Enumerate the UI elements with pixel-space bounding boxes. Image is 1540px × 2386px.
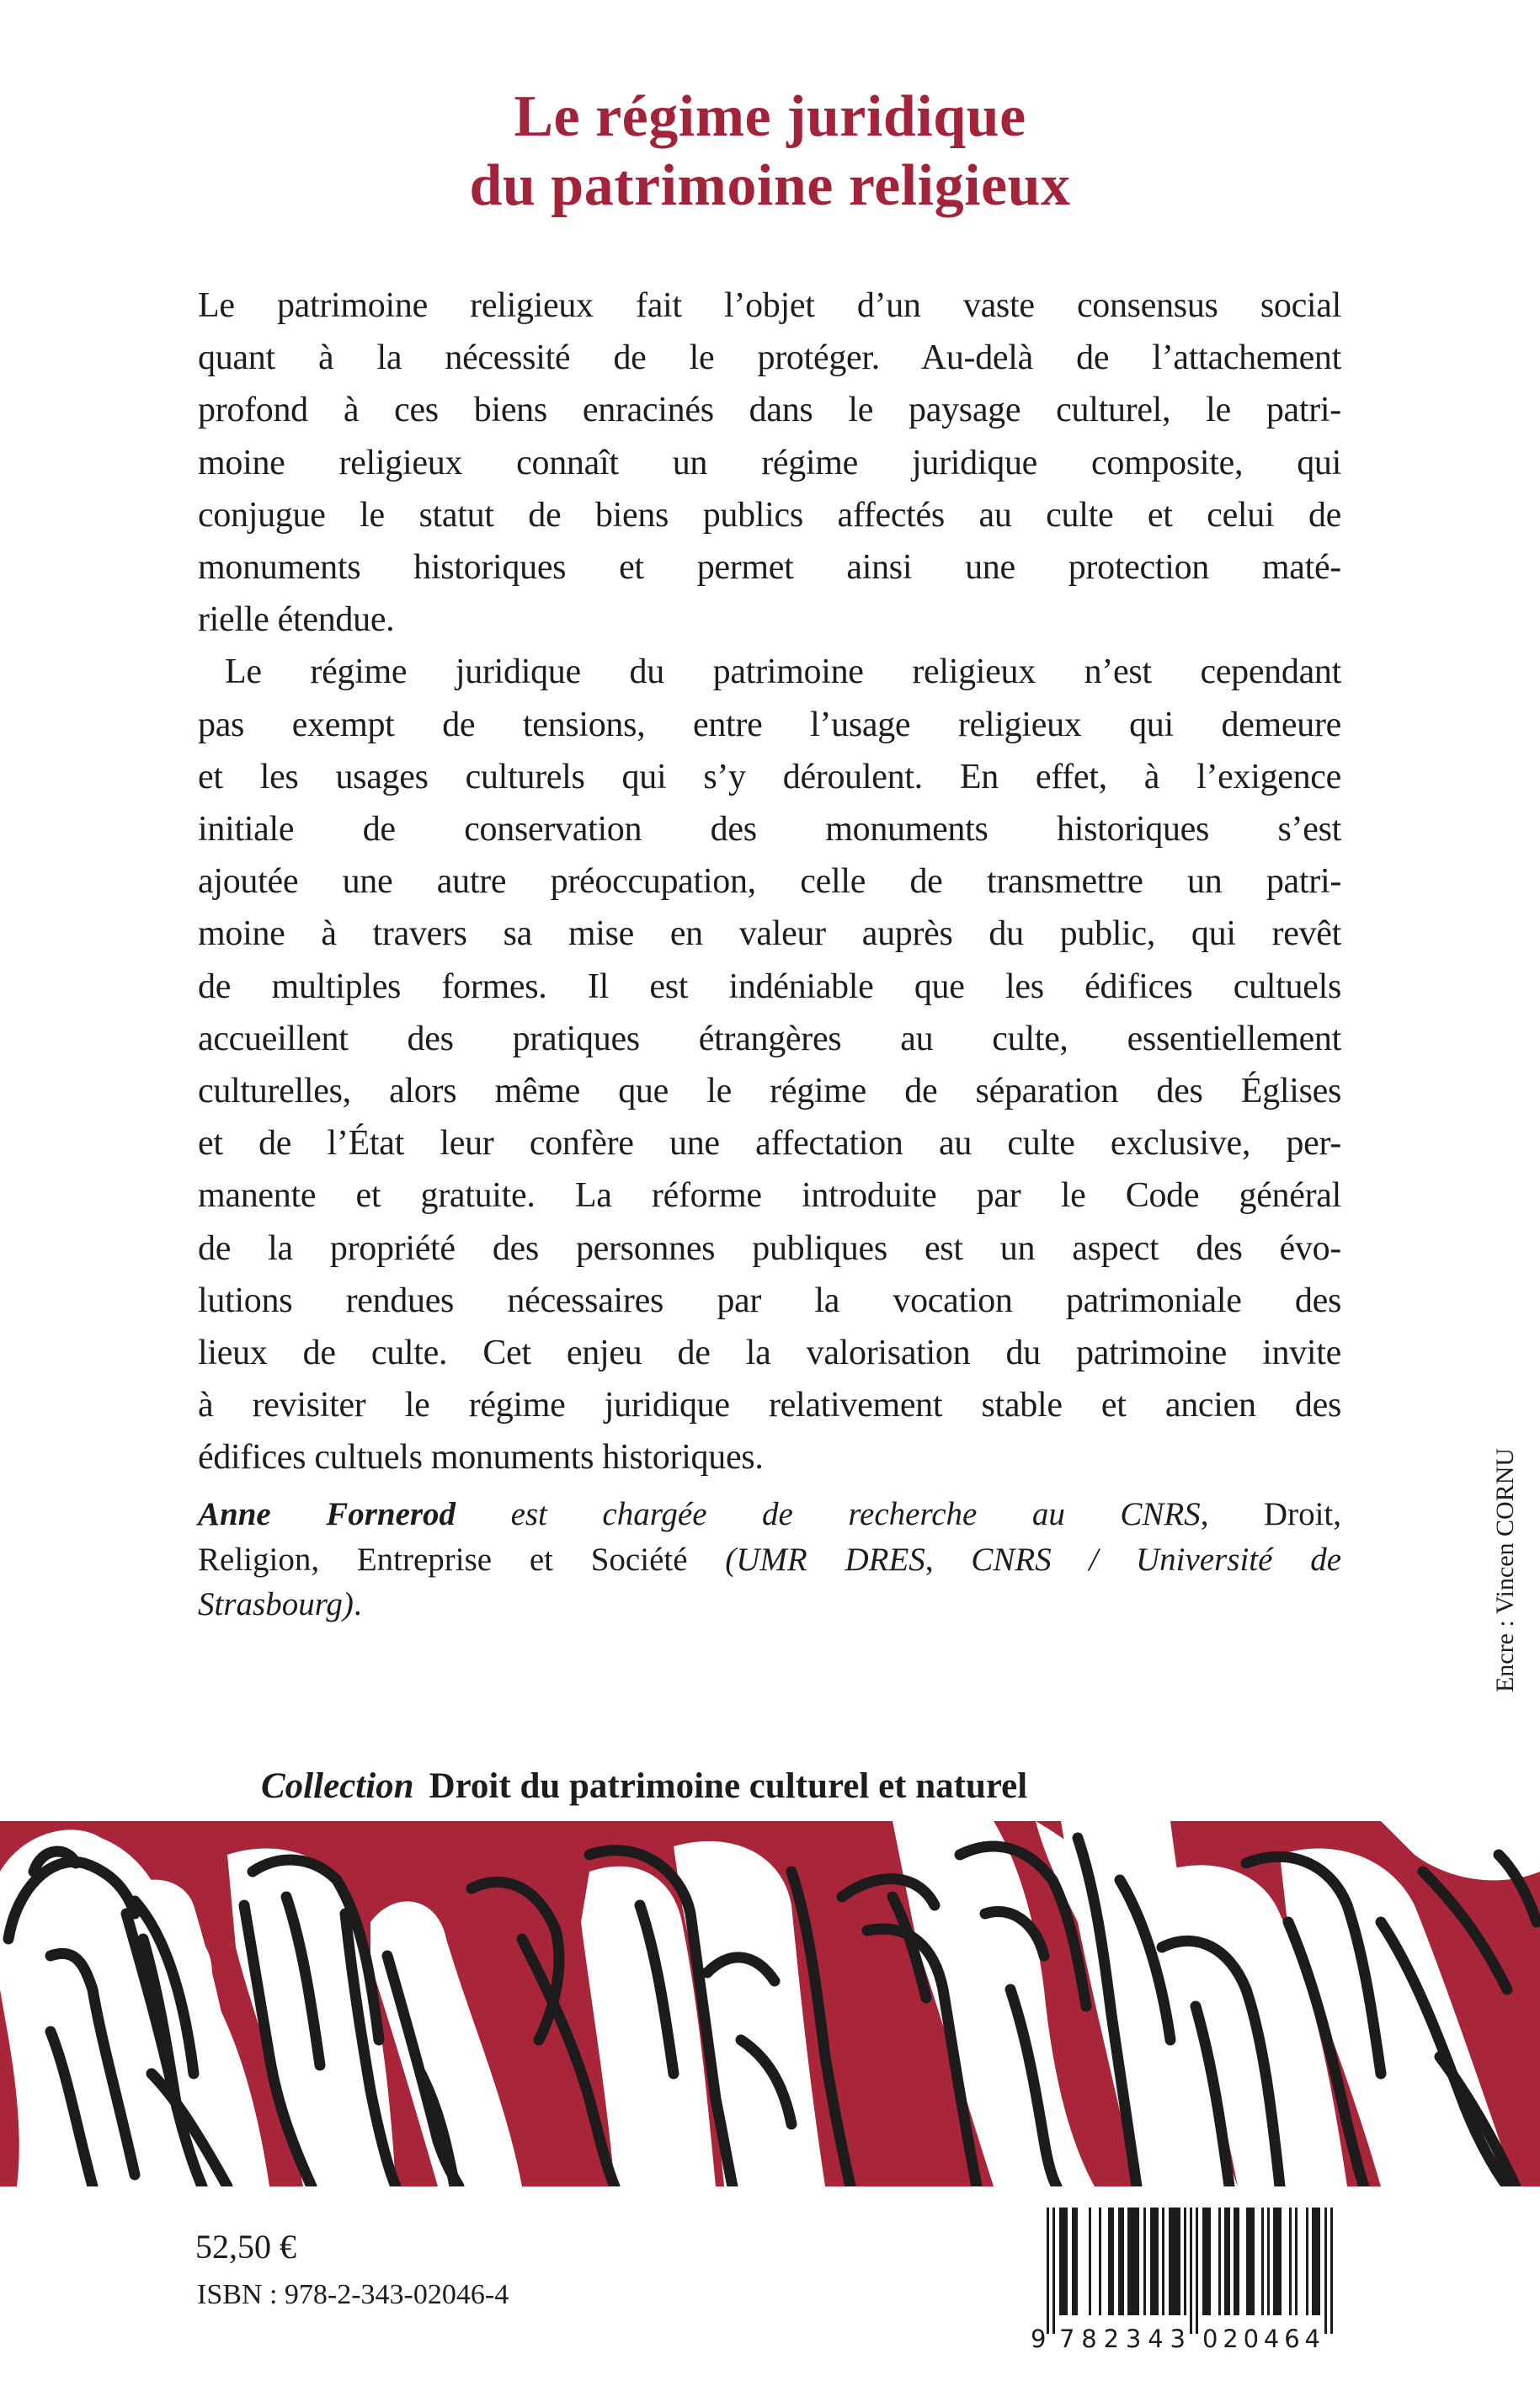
collection-label: Collection <box>261 1766 414 1806</box>
isbn-barcode <box>1026 2208 1346 2351</box>
summary-line: pas exempt de tensions, entre l’usage religieux qui demeure <box>198 705 1341 744</box>
barcode-icon <box>1026 2208 1346 2351</box>
barcode-digit-first: 9 <box>1031 2325 1047 2351</box>
summary-line: rielle étendue. <box>198 600 395 640</box>
barcode-digits-left: 782343 <box>1059 2325 1186 2351</box>
author-affiliation-3: Strasbourg) <box>198 1586 354 1622</box>
summary-line: initiale de conservation des monuments historiques s’est <box>198 810 1341 849</box>
ink-figures-illustration <box>0 1821 1540 2186</box>
author-bio-line-2 <box>198 1537 1341 1583</box>
summary-line: moine religieux connaît un régime juridique composite, qui <box>198 443 1341 482</box>
illustration-credit-text: Encre : Vincen CORNU <box>1491 1447 1519 1693</box>
summary-paragraph-1 <box>198 280 1341 646</box>
author-bio <box>198 1492 1341 1627</box>
summary-line: lieux de culte. Cet enjeu de la valorisation du patrimoine invite <box>198 1334 1341 1373</box>
summary-line: lutions rendues nécessaires par la vocation patrimoniale des <box>198 1281 1341 1320</box>
summary-line: de multiples formes. Il est indéniable que les édifices cultuels <box>198 967 1341 1006</box>
author-bio-end: . <box>353 1586 362 1622</box>
author-lab-1: , Droit, <box>1200 1496 1342 1532</box>
summary-line: profond à ces biens enracinés dans le paysage culturel, le patri- <box>198 391 1341 430</box>
isbn: ISBN : 978-2-343-02046-4 <box>197 2279 509 2310</box>
back-cover-summary <box>198 280 1341 1484</box>
summary-line: moine à travers sa mise en valeur auprès du public, qui revêt <box>198 914 1341 954</box>
summary-line: manente et gratuite. La réforme introduite par le Code général <box>198 1176 1341 1216</box>
summary-line: Le régime juridique du patrimoine religieux n’est cependant <box>225 652 1341 692</box>
collection-line <box>261 1763 1027 1810</box>
summary-line: et de l’État leur confère une affectation au culte exclusive, per- <box>198 1124 1341 1164</box>
title-line-1: Le régime juridique <box>514 84 1026 149</box>
author-role: est chargée de recherche au CNRS <box>510 1496 1201 1532</box>
illustration-credit <box>1493 1420 1518 1720</box>
title-line-2: du patrimoine religieux <box>469 153 1071 218</box>
summary-line: édifices cultuels monuments historiques. <box>198 1438 764 1478</box>
book-title <box>0 83 1540 221</box>
author-bio-line-3 <box>198 1582 1341 1627</box>
summary-line: quant à la nécessité de le protéger. Au-delà de l’attachement <box>198 338 1341 378</box>
summary-line: Le patrimoine religieux fait l’objet d’un vaste consensus social <box>198 286 1341 325</box>
summary-line: culturelles, alors même que le régime de séparation des Églises <box>198 1072 1341 1111</box>
summary-line: ajoutée une autre préoccupation, celle de transmettre un patri- <box>198 862 1341 902</box>
author-lab-2: Religion, Entreprise et Société <box>198 1541 726 1578</box>
barcode-digits-right: 020464 <box>1202 2325 1320 2351</box>
summary-line: de la propriété des personnes publiques est un aspect des évo- <box>198 1228 1341 1268</box>
author-bio-line-1 <box>198 1492 1341 1537</box>
summary-line: monuments historiques et permet ainsi une protection maté- <box>198 548 1341 588</box>
summary-line: à revisiter le régime juridique relativement stable et ancien des <box>198 1386 1341 1425</box>
price: 52,50 € <box>195 2228 296 2266</box>
author-affiliation-2: CNRS / Université de <box>971 1541 1342 1578</box>
author-affiliation-1: (UMR DRES <box>725 1541 925 1578</box>
summary-line: et les usages culturels qui s’y déroulent. En effet, à l’exigence <box>198 757 1341 796</box>
summary-line: accueillent des pratiques étrangères au culte, essentiellement <box>198 1019 1341 1058</box>
collection-name: Droit du patrimoine culturel et naturel <box>429 1766 1028 1806</box>
cover-artwork <box>0 1821 1540 2186</box>
author-affiliation-sep: , <box>925 1541 972 1578</box>
summary-paragraph-2 <box>198 646 1341 1483</box>
summary-line: conjugue le statut de biens publics affectés au culte et celui de <box>198 495 1341 535</box>
author-name: Anne Fornerod <box>198 1496 456 1532</box>
